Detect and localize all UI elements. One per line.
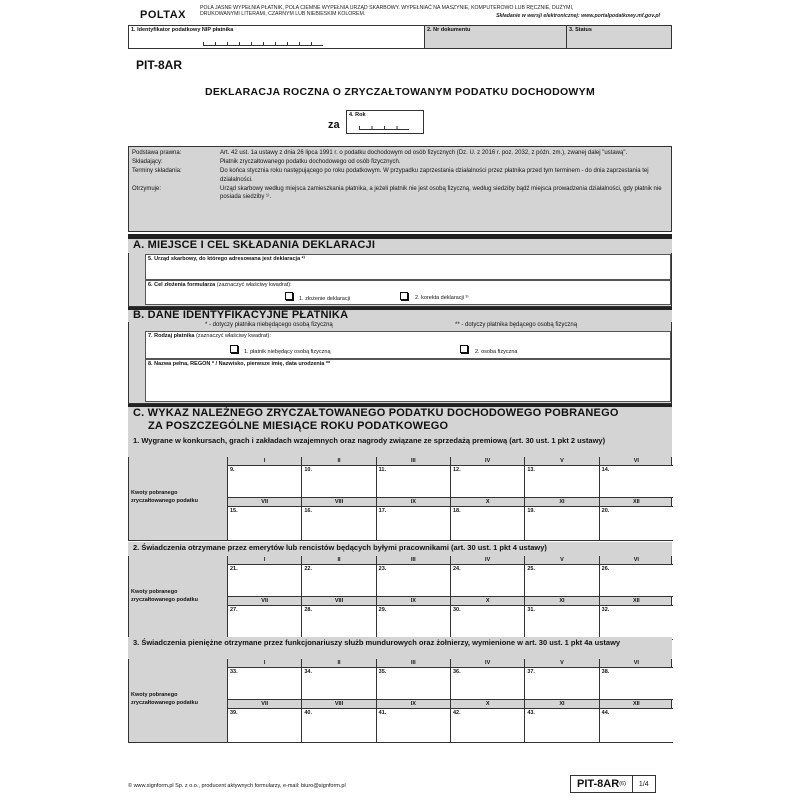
amount-field[interactable]: 20.	[599, 507, 673, 541]
natural-person-option-label: 2. osoba fizyczna	[475, 349, 518, 355]
payer-type-label: 7. Rodzaj płatnika	[148, 333, 195, 339]
month-header: VI	[599, 659, 673, 668]
amount-field[interactable]: 12.	[450, 466, 524, 498]
payer-name-label: 8. Nazwa pełna, REGON * / Nazwisko, pierwsze imię, data urodzenia **	[148, 361, 331, 367]
amount-field[interactable]: 23.	[376, 565, 450, 597]
legal-label: Składający:	[132, 159, 163, 165]
document-number-field	[425, 26, 567, 48]
amounts-row-label-line2: zryczałtowanego podatku	[131, 498, 198, 504]
section-b-box	[128, 322, 672, 404]
amount-field[interactable]: 14.	[599, 466, 673, 498]
legal-label: Otrzymuje:	[132, 185, 162, 192]
footer-form-version: (6)	[619, 781, 626, 787]
payer-type-note: (zaznaczyć właściwy kwadrat):	[196, 333, 271, 339]
amount-field[interactable]: 9.	[227, 466, 301, 498]
amounts-grid	[128, 457, 672, 541]
amount-field[interactable]: 31.	[524, 606, 598, 640]
month-header-row	[227, 700, 673, 709]
month-header: III	[376, 659, 450, 668]
amount-field[interactable]: 38.	[599, 668, 673, 700]
amount-field[interactable]: 26.	[599, 565, 673, 597]
amount-field-row	[227, 606, 673, 640]
nip-label: 1. Identyfikator podatkowy NIP płatnika	[131, 27, 234, 33]
amounts-row-label-line1: Kwoty pobranego	[131, 589, 178, 595]
amount-field[interactable]: 37.	[524, 668, 598, 700]
month-header: IV	[450, 556, 524, 565]
month-header: II	[301, 556, 375, 565]
month-header: VIII	[301, 700, 375, 709]
amount-field[interactable]: 33.	[227, 668, 301, 700]
note-non-natural: * - dotyczy płatnika niebędącego osobą fizyczną	[205, 322, 333, 328]
payer-name-field[interactable]	[145, 359, 671, 402]
amount-field[interactable]: 18.	[450, 507, 524, 541]
amounts-row-label-line1: Kwoty pobranego	[131, 692, 178, 698]
amount-field[interactable]: 34.	[301, 668, 375, 700]
payer-type-field	[145, 331, 671, 359]
legal-label: Terminy składania:	[132, 168, 182, 174]
footer-page-number: 1/4	[638, 780, 649, 788]
section-c-title-line2: ZA POSZCZEGÓLNE MIESIĄCE ROKU PODATKOWEGO	[148, 420, 449, 432]
amount-field[interactable]: 44.	[599, 709, 673, 743]
nip-digit-ticks	[203, 42, 323, 46]
footer-form-code: PIT-8AR	[577, 778, 620, 790]
month-header: IV	[450, 659, 524, 668]
amount-field[interactable]: 36.	[450, 668, 524, 700]
subsection-title: 2. Świadczenia otrzymane przez emerytów lub rencistów będących byłymi pracownikami (art. 30 ust. 1 pkt 4 ustawy)	[128, 542, 672, 556]
month-header: IX	[376, 700, 450, 709]
month-header: XI	[524, 597, 598, 606]
amount-field[interactable]: 21.	[227, 565, 301, 597]
amount-field[interactable]: 19.	[524, 507, 598, 541]
amount-field[interactable]: 32.	[599, 606, 673, 640]
top-fields	[128, 25, 672, 49]
nip-field[interactable]	[129, 26, 425, 48]
month-header: X	[450, 498, 524, 507]
brand-poltax: POLTAX	[140, 9, 186, 21]
amount-field[interactable]: 10.	[301, 466, 375, 498]
amount-field-row	[227, 668, 673, 700]
correction-checkbox[interactable]	[400, 292, 408, 300]
month-header: VII	[227, 700, 301, 709]
month-header: VII	[227, 498, 301, 507]
legal-row	[132, 149, 668, 158]
month-header-row	[227, 597, 673, 606]
month-header: V	[524, 556, 598, 565]
month-header-row	[227, 659, 673, 668]
month-header: X	[450, 597, 524, 606]
month-header: VIII	[301, 498, 375, 507]
amount-field[interactable]: 15.	[227, 507, 301, 541]
note-natural: ** - dotyczy płatnika będącego osobą fizyczną	[455, 322, 578, 328]
za-label: za	[328, 119, 340, 131]
tax-office-label: 5. Urząd skarbowy, do którego adresowana jest deklaracja ²⁾	[148, 256, 305, 262]
month-header: XII	[599, 700, 673, 709]
legal-info	[128, 146, 672, 232]
amount-field[interactable]: 40.	[301, 709, 375, 743]
section-b-title: B. DANE IDENTYFIKACYJNE PŁATNIKA	[128, 310, 672, 322]
purpose-field	[145, 280, 671, 305]
section-c-title	[128, 407, 672, 435]
correction-option-label: 2. korekta deklaracji ³⁾	[415, 295, 469, 301]
month-header: XII	[599, 597, 673, 606]
year-label: 4. Rok	[349, 112, 366, 118]
amount-field[interactable]: 41.	[376, 709, 450, 743]
section-a-box	[128, 253, 672, 307]
instructions-line1: POLA JASNE WYPEŁNIA PŁATNIK, POLA CIEMNE WYPEŁNIA URZĄD SKARBOWY. WYPEŁNIAĆ NA MASZYNIE, KOMPUTEROWO LUB RĘCZNIE, DUŻYMI,	[200, 5, 574, 11]
month-header: V	[524, 659, 598, 668]
amount-field-row	[227, 709, 673, 743]
amount-field-row	[227, 565, 673, 597]
footer-form-box	[570, 775, 656, 793]
legal-label: Podstawa prawna:	[132, 150, 182, 156]
amount-field[interactable]: 11.	[376, 466, 450, 498]
month-header: II	[301, 659, 375, 668]
section-c-title-line1: C. WYKAZ NALEŻNEGO ZRYCZAŁTOWANEGO PODATKU DOCHODOWEGO POBRANEGO	[133, 407, 619, 419]
amount-field[interactable]: 35.	[376, 668, 450, 700]
form-title: DEKLARACJA ROCZNA O ZRYCZAŁTOWANYM PODATKU DOCHODOWYM	[205, 86, 595, 98]
non-natural-checkbox[interactable]	[230, 345, 238, 353]
legal-value: Art. 42 ust. 1a ustawy z dnia 26 lipca 1991 r. o podatku dochodowym od osób fizycznych (Dz. U. z 2016 r. poz. 2032, z późn. zm.), zwanej dalej "ustawą".	[220, 150, 628, 156]
amounts-row-label	[131, 489, 223, 505]
non-natural-option-label: 1. płatnik niebędący osobą fizyczną	[244, 349, 331, 355]
form-name: PIT-8AR	[136, 58, 183, 72]
month-header: VI	[599, 457, 673, 466]
month-header-row	[227, 457, 673, 466]
amount-field[interactable]: 13.	[524, 466, 598, 498]
amounts-row-label	[131, 691, 223, 707]
amount-field[interactable]: 28.	[301, 606, 375, 640]
amounts-row-label-line2: zryczałtowanego podatku	[131, 597, 198, 603]
month-header: VI	[599, 556, 673, 565]
footer-form-name	[571, 776, 633, 792]
status-label: 3. Status	[569, 27, 592, 33]
month-header: III	[376, 556, 450, 565]
month-header: XI	[524, 700, 598, 709]
amount-field[interactable]: 22.	[301, 565, 375, 597]
year-field[interactable]	[346, 110, 424, 134]
amount-field-row	[227, 507, 673, 541]
instructions-electronic: Składanie w wersji elektronicznej: www.portalpodatkowy.mf.gov.pl	[496, 13, 660, 19]
amount-field[interactable]: 29.	[376, 606, 450, 640]
natural-person-checkbox[interactable]	[460, 345, 468, 353]
month-header: IV	[450, 457, 524, 466]
month-header: I	[227, 457, 301, 466]
amount-field[interactable]: 25.	[524, 565, 598, 597]
month-header: XI	[524, 498, 598, 507]
amounts-grid	[128, 556, 672, 640]
amount-field[interactable]: 17.	[376, 507, 450, 541]
instructions-line2: DRUKOWANYMI LITERAMI, CZARNYM LUB NIEBIESKIM KOLOREM.	[200, 11, 366, 18]
amount-field[interactable]: 24.	[450, 565, 524, 597]
month-header: I	[227, 659, 301, 668]
amount-field[interactable]: 42.	[450, 709, 524, 743]
legal-row	[132, 167, 668, 184]
submission-option-label: 1. złożenie deklaracji	[299, 296, 351, 302]
amounts-grid	[128, 659, 672, 743]
section-a-title: A. MIEJSCE I CEL SKŁADANIA DEKLARACJI	[128, 239, 672, 253]
amount-field[interactable]: 27.	[227, 606, 301, 640]
month-header: III	[376, 457, 450, 466]
legal-row	[132, 158, 668, 167]
tax-office-field[interactable]	[145, 254, 671, 280]
amount-field[interactable]: 30.	[450, 606, 524, 640]
amount-field[interactable]: 16.	[301, 507, 375, 541]
purpose-note: (zaznaczyć właściwy kwadrat):	[216, 282, 292, 288]
month-header: V	[524, 457, 598, 466]
purpose-label: 6. Cel złożenia formularza	[148, 282, 216, 288]
month-header: XII	[599, 498, 673, 507]
month-header: VIII	[301, 597, 375, 606]
subsection-title: 3. Świadczenia pieniężne otrzymane przez funkcjonariuszy służb mundurowych oraz żołnierzy, wymienione w art. 30 ust. 1 pkt 4a ustawy	[128, 637, 672, 659]
legal-value: Do końca stycznia roku następującego po roku podatkowym. W przypadku zaprzestania działalności przez płatnika przed tym terminem - do dnia zaprzestania tej działalności.	[220, 168, 649, 183]
month-header: IX	[376, 498, 450, 507]
status-field	[567, 26, 671, 48]
month-header: VII	[227, 597, 301, 606]
amounts-row-label-line1: Kwoty pobranego	[131, 490, 178, 496]
amount-field[interactable]: 39.	[227, 709, 301, 743]
legal-row	[132, 185, 668, 202]
fill-instructions	[200, 5, 660, 18]
document-number-label: 2. Nr dokumentu	[427, 27, 471, 33]
footer-copyright: © www.signform.pl Sp. z o.o., producent aktywnych formularzy, e-mail: biuro@signform.pl	[128, 783, 346, 789]
month-header-row	[227, 498, 673, 507]
month-header: X	[450, 700, 524, 709]
subsection-title: 1. Wygrane w konkursach, grach i zakładach wzajemnych oraz nagrody związane ze sprzedażą premiową (art. 30 ust. 1 pkt 2 ustawy)	[128, 435, 672, 457]
month-header: IX	[376, 597, 450, 606]
month-header-row	[227, 556, 673, 565]
year-digit-ticks	[359, 126, 409, 130]
legal-value: Płatnik zryczałtowanego podatku dochodowego od osób fizycznych.	[220, 159, 401, 165]
amount-field[interactable]: 43.	[524, 709, 598, 743]
month-header: II	[301, 457, 375, 466]
amounts-row-label-line2: zryczałtowanego podatku	[131, 700, 198, 706]
amounts-row-label	[131, 588, 223, 604]
amount-field-row	[227, 466, 673, 498]
submission-checkbox[interactable]	[285, 292, 293, 300]
month-header: I	[227, 556, 301, 565]
legal-value: Urząd skarbowy według miejsca zamieszkania płatnika, a jeżeli płatnik nie jest osobą fizyczną, według siedziby bądź miejsca prowadzenia działalności, gdy płatnik nie posiada siedziby ¹⁾.	[220, 185, 662, 200]
